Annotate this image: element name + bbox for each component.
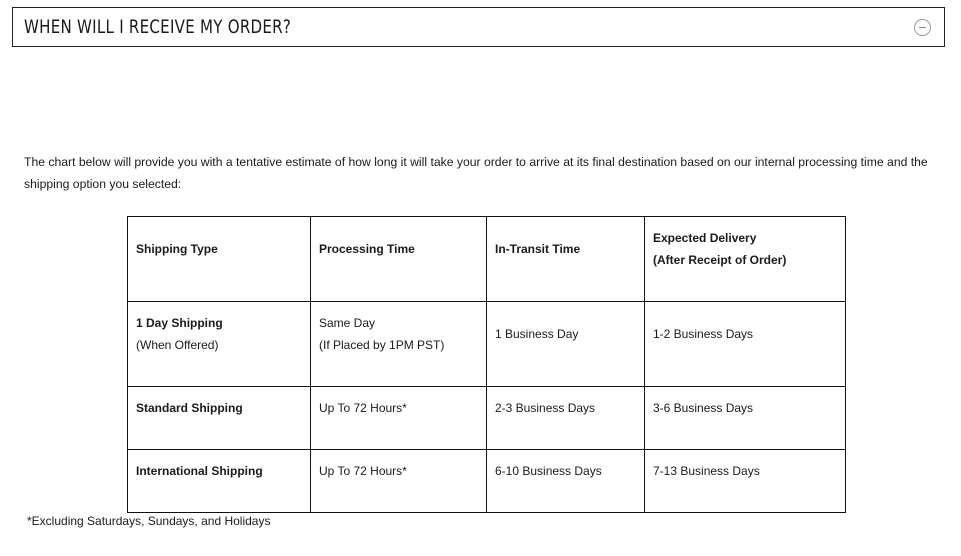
header-shipping-type: Shipping Type [136, 242, 218, 256]
header-cell [487, 217, 645, 302]
processing-time-value: Same Day [319, 316, 376, 330]
in-transit-value: 2-3 Business Days [495, 401, 596, 415]
cell-shipping-type [128, 302, 311, 387]
cell-processing-time [311, 302, 487, 387]
cell-processing-time [311, 450, 487, 513]
cell-processing-time [311, 387, 487, 450]
cell-shipping-type [128, 387, 311, 450]
expected-delivery-value: 1-2 Business Days [653, 327, 754, 341]
cell-in-transit-time [487, 387, 645, 450]
header-cell [645, 217, 846, 302]
header-in-transit-time: In-Transit Time [495, 242, 581, 256]
header-cell [311, 217, 487, 302]
expected-delivery-value: 3-6 Business Days [653, 401, 754, 415]
table-header-row [128, 217, 846, 302]
cell-expected-delivery [645, 387, 846, 450]
shipping-table [127, 216, 846, 513]
minus-circle-icon[interactable] [914, 19, 931, 36]
table-row [128, 302, 846, 387]
header-cell [128, 217, 311, 302]
table-row [128, 450, 846, 513]
processing-time-value: Up To 72 Hours* [319, 464, 407, 478]
shipping-type-label: Standard Shipping [136, 401, 243, 415]
cell-in-transit-time [487, 450, 645, 513]
processing-time-note: (If Placed by 1PM PST) [319, 338, 445, 352]
in-transit-value: 6-10 Business Days [495, 464, 602, 478]
accordion-header[interactable] [12, 7, 945, 47]
header-expected-delivery: Expected Delivery [653, 231, 757, 245]
accordion-title: WHEN WILL I RECEIVE MY ORDER? [24, 16, 292, 38]
footnote: *Excluding Saturdays, Sundays, and Holidays [27, 514, 271, 528]
intro-text: The chart below will provide you with a tentative estimate of how long it will take your order to arrive at its final destination based on our internal processing time and the shipping option you selected: [24, 155, 928, 191]
cell-expected-delivery [645, 302, 846, 387]
expected-delivery-value: 7-13 Business Days [653, 464, 760, 478]
header-expected-delivery-note: (After Receipt of Order) [653, 253, 787, 267]
header-processing-time: Processing Time [319, 242, 415, 256]
in-transit-value: 1 Business Day [495, 327, 579, 341]
table-row [128, 387, 846, 450]
processing-time-value: Up To 72 Hours* [319, 401, 407, 415]
shipping-type-label: International Shipping [136, 464, 263, 478]
cell-shipping-type [128, 450, 311, 513]
shipping-type-note: (When Offered) [136, 338, 219, 352]
shipping-type-label: 1 Day Shipping [136, 316, 223, 330]
cell-expected-delivery [645, 450, 846, 513]
cell-in-transit-time [487, 302, 645, 387]
